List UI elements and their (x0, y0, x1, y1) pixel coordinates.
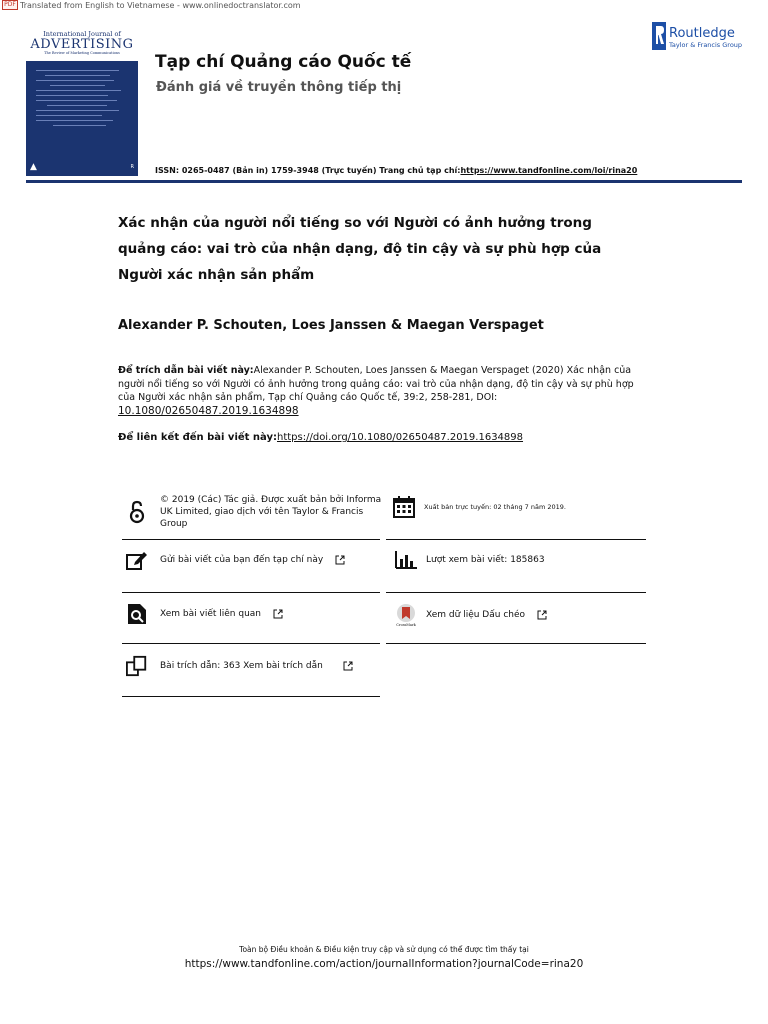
divider (122, 592, 380, 593)
external-link-icon (335, 555, 345, 565)
external-link-icon (273, 609, 283, 619)
citing-articles-cell[interactable] (126, 655, 353, 677)
crossmark-label: CrossMark (396, 623, 416, 627)
citations-icon (126, 655, 148, 677)
cite-text: Alexander P. Schouten, Loes Janssen & Maegan Verspaget (2020) Xác nhận của người nổi tiếng so với Người có ảnh hưởng trong quảng cáo: vai trò của nhận dạng, độ tin cậy và sự phù hợp của Người xác nhận sản phẩm, Tạp chí Quảng cáo Quốc tế, 39:2, 258-281, DOI: (118, 365, 634, 403)
issn-text: ISSN: 0265-0487 (Bản in) 1759-3948 (Trực tuyến) Trang chủ tạp chí: (155, 166, 461, 175)
external-link-icon (343, 661, 353, 671)
article-link-block (118, 432, 638, 443)
divider (122, 696, 380, 697)
routledge-r-icon (652, 22, 666, 50)
logo-name: Routledge (669, 26, 735, 41)
open-access-icon (126, 501, 148, 523)
link-label: Để liên kết đến bài viết này: (118, 432, 277, 443)
license-text: © 2019 (Các) Tác giả. Được xuất bản bởi Informa UK Limited, giao dịch với tên Taylor & Francis Group (160, 495, 382, 529)
cite-doi-link[interactable]: 10.1080/02650487.2019.1634898 (118, 404, 299, 417)
footer-terms-link[interactable]: https://www.tandfonline.com/action/journalInformation?journalCode=rina20 (184, 958, 584, 970)
crossmark-icon (395, 602, 417, 628)
external-link-icon (537, 610, 547, 620)
cover-line-1: International Journal of (43, 30, 121, 38)
translation-banner[interactable] (2, 0, 301, 10)
footer-terms-text: Toàn bộ Điều khoản & Điều kiện truy cập và sử dụng có thể được tìm thấy tại (239, 945, 529, 954)
divider (122, 643, 380, 644)
license-cell (126, 494, 386, 530)
submit-article-cell[interactable] (126, 549, 345, 571)
journal-cover-image (26, 22, 138, 176)
crossmark-cell[interactable] (395, 602, 547, 628)
translation-link[interactable]: Translated from English to Vietnamese - www.onlinedoctranslator.com (20, 0, 301, 10)
journal-homepage-link[interactable]: https://www.tandfonline.com/loi/rina20 (460, 166, 638, 175)
divider (386, 643, 646, 644)
divider (386, 592, 646, 593)
routledge-logo (652, 22, 742, 50)
citation-block (118, 364, 638, 418)
published-cell (393, 496, 566, 518)
issn-line (155, 166, 637, 175)
divider (386, 539, 646, 540)
citing-articles-link[interactable]: Bài trích dẫn: 363 Xem bài trích dẫn (160, 661, 323, 671)
cover-contents-lines (36, 70, 128, 130)
divider (122, 539, 380, 540)
journal-subtitle: Đánh giá về truyền thông tiếp thị (156, 80, 402, 95)
related-search-icon (126, 603, 148, 625)
related-articles-cell[interactable] (126, 603, 283, 625)
views-text: Lượt xem bài viết: 185863 (426, 555, 545, 565)
journal-title: Tạp chí Quảng cáo Quốc tế (155, 52, 412, 72)
logo-subtitle: Taylor & Francis Group (669, 41, 743, 49)
article-views-cell (395, 549, 545, 571)
header-divider (26, 180, 742, 183)
calendar-icon (393, 496, 415, 518)
crossmark-link[interactable]: Xem dữ liệu Dấu chéo (426, 610, 526, 620)
article-title: Xác nhận của người nổi tiếng so với Người có ảnh hưởng trong quảng cáo: vai trò của nhận dạng, độ tin cậy và sự phù hợp của Người xác nhận sản phẩm (118, 215, 602, 283)
related-articles-link[interactable]: Xem bài viết liên quan (160, 609, 262, 619)
bar-chart-icon (395, 549, 417, 571)
article-doi-link[interactable]: https://doi.org/10.1080/02650487.2019.1634898 (277, 432, 524, 443)
cite-label: Để trích dẫn bài viết này: (118, 365, 254, 376)
cover-publisher-mark: ▲ (30, 162, 37, 172)
cover-routledge-mark: R (130, 164, 134, 170)
cover-line-2: ADVERTISING (30, 37, 134, 52)
edit-icon (126, 549, 148, 571)
published-text: Xuất bản trực tuyến: 02 tháng 7 năm 2019. (424, 503, 566, 511)
cover-line-3: The Review of Marketing Communications (44, 51, 120, 55)
article-authors: Alexander P. Schouten, Loes Janssen & Maegan Verspaget (118, 318, 544, 333)
pdf-icon: PDF (2, 0, 18, 10)
submit-article-link[interactable]: Gửi bài viết của bạn đến tạp chí này (160, 555, 324, 565)
